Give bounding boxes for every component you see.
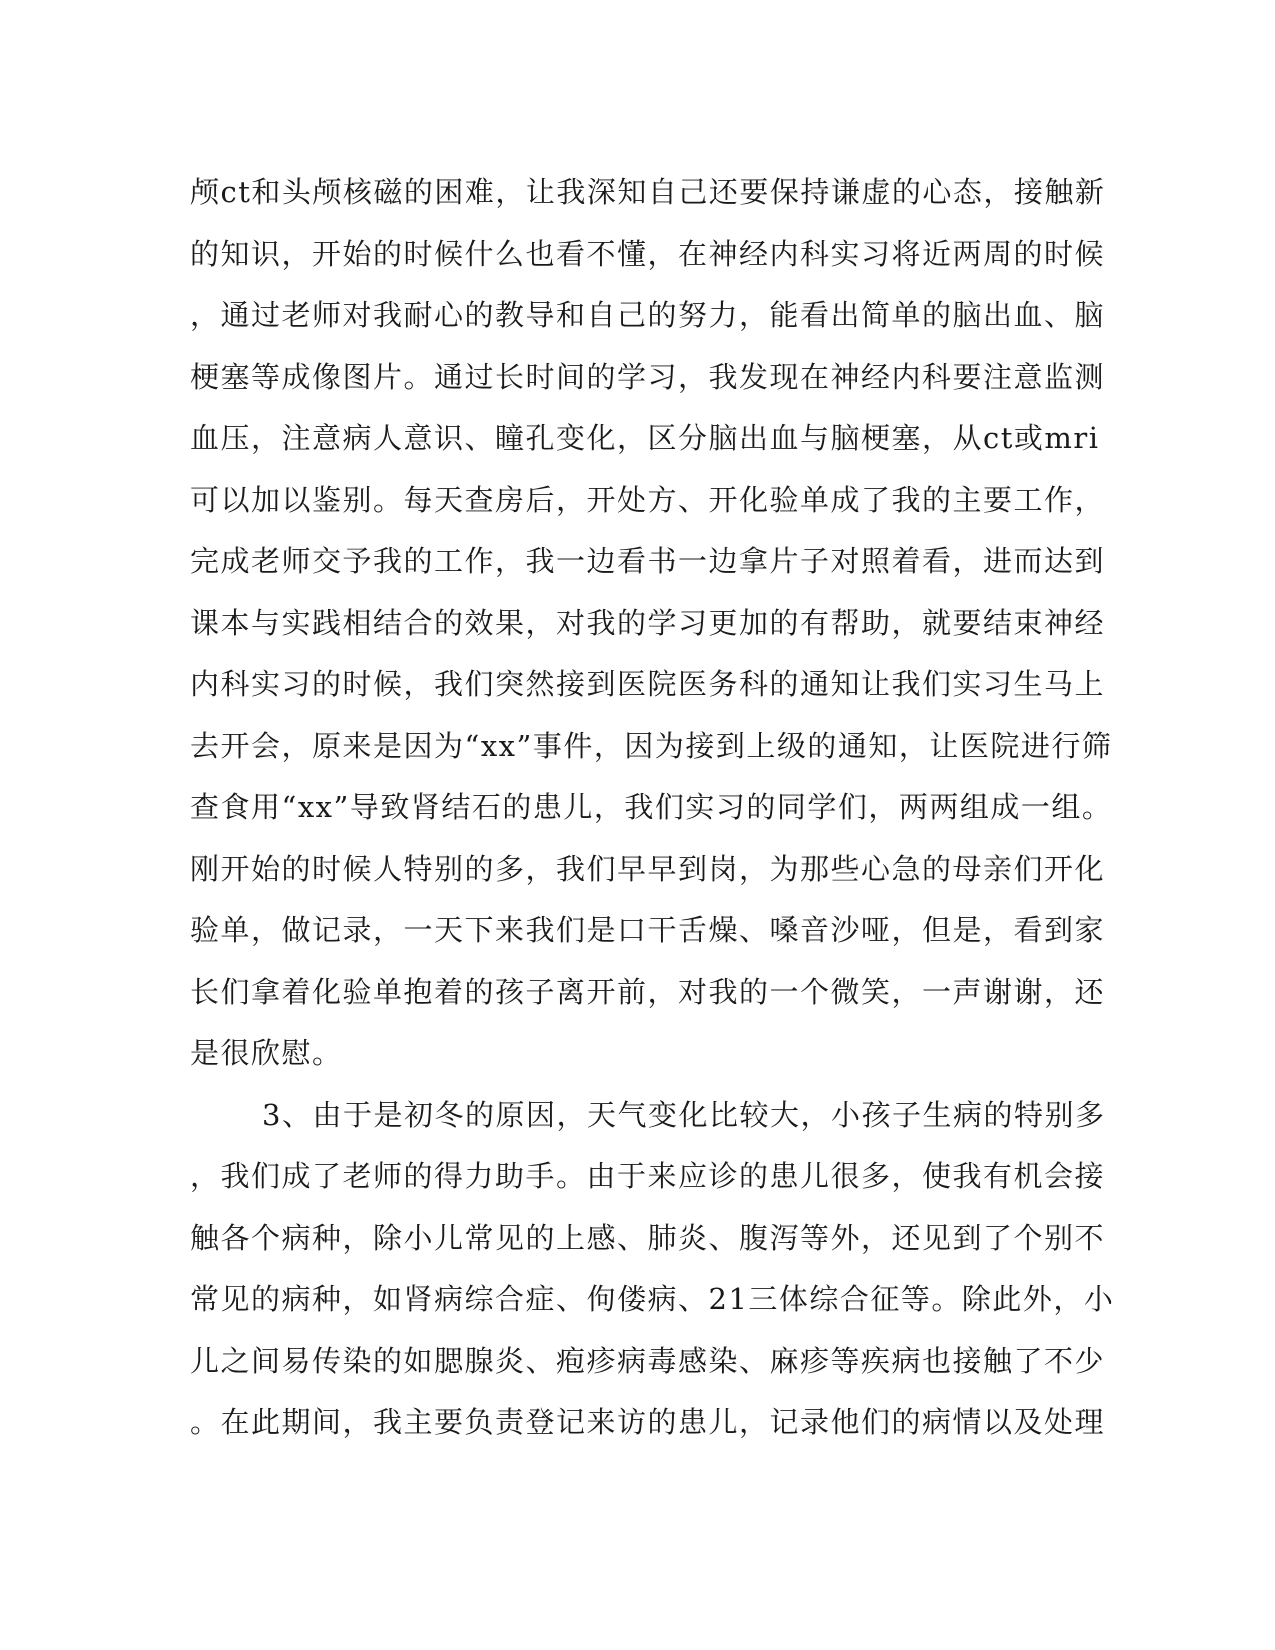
text-line: 可以加以鉴别。每天查房后，开处方、开化验单成了我的主要工作，	[190, 482, 1106, 517]
text-line: 儿之间易传染的如腮腺炎、疱疹病毒感染、麻疹等疾病也接触了不少	[190, 1343, 1106, 1378]
text-line: 血压，注意病人意识、瞳孔变化，区分脑出血与脑梗塞，从ct或mri	[190, 421, 1100, 455]
text-line: 3、由于是初冬的原因，天气变化比较大，小孩子生病的特别多	[262, 1097, 1106, 1132]
text-line: 的知识，开始的时候什么也看不懂，在神经内科实习将近两周的时候	[190, 236, 1106, 271]
text-line: 触各个病种，除小儿常见的上感、肺炎、腹泻等外，还见到了个别不	[190, 1220, 1106, 1255]
text-line: 查食用“xx”导致肾结石的患儿，我们实习的同学们，两两组成一组。	[190, 790, 1113, 824]
text-line: ，我们成了老师的得力助手。由于来应诊的患儿很多，使我有机会接	[190, 1159, 1106, 1193]
text-line: 常见的病种，如肾病综合症、佝偻病、21三体综合征等。除此外，小	[190, 1282, 1115, 1316]
text-line: 刚开始的时候人特别的多，我们早早到岗，为那些心急的母亲们开化	[190, 851, 1106, 886]
text-line: 是很欣慰。	[190, 1036, 343, 1070]
text-line: 颅ct和头颅核磁的困难，让我深知自己还要保持谦虚的心态，接触新	[190, 175, 1106, 209]
text-line: 长们拿着化验单抱着的孩子离开前，对我的一个微笑，一声谢谢，还	[190, 974, 1106, 1009]
text-line: 内科实习的时候，我们突然接到医院医务科的通知让我们实习生马上	[190, 667, 1106, 701]
text-line: 验单，做记录，一天下来我们是口干舌燥、嗓音沙哑，但是，看到家	[190, 913, 1106, 947]
text-line: 。在此期间，我主要负责登记来访的患儿，记录他们的病情以及处理	[190, 1405, 1106, 1439]
text-line: ，通过老师对我耐心的教导和自己的努力，能看出简单的脑出血、脑	[190, 298, 1106, 332]
text-line: 去开会，原来是因为“xx”事件，因为接到上级的通知，让医院进行筛	[190, 728, 1113, 763]
text-line: 梗塞等成像图片。通过长时间的学习，我发现在神经内科要注意监测	[190, 359, 1106, 394]
body-text	[190, 162, 1115, 1454]
text-line: 完成老师交予我的工作，我一边看书一边拿片子对照着看，进而达到	[190, 544, 1106, 578]
text-line: 课本与实践相结合的效果，对我的学习更加的有帮助，就要结束神经	[190, 605, 1106, 640]
